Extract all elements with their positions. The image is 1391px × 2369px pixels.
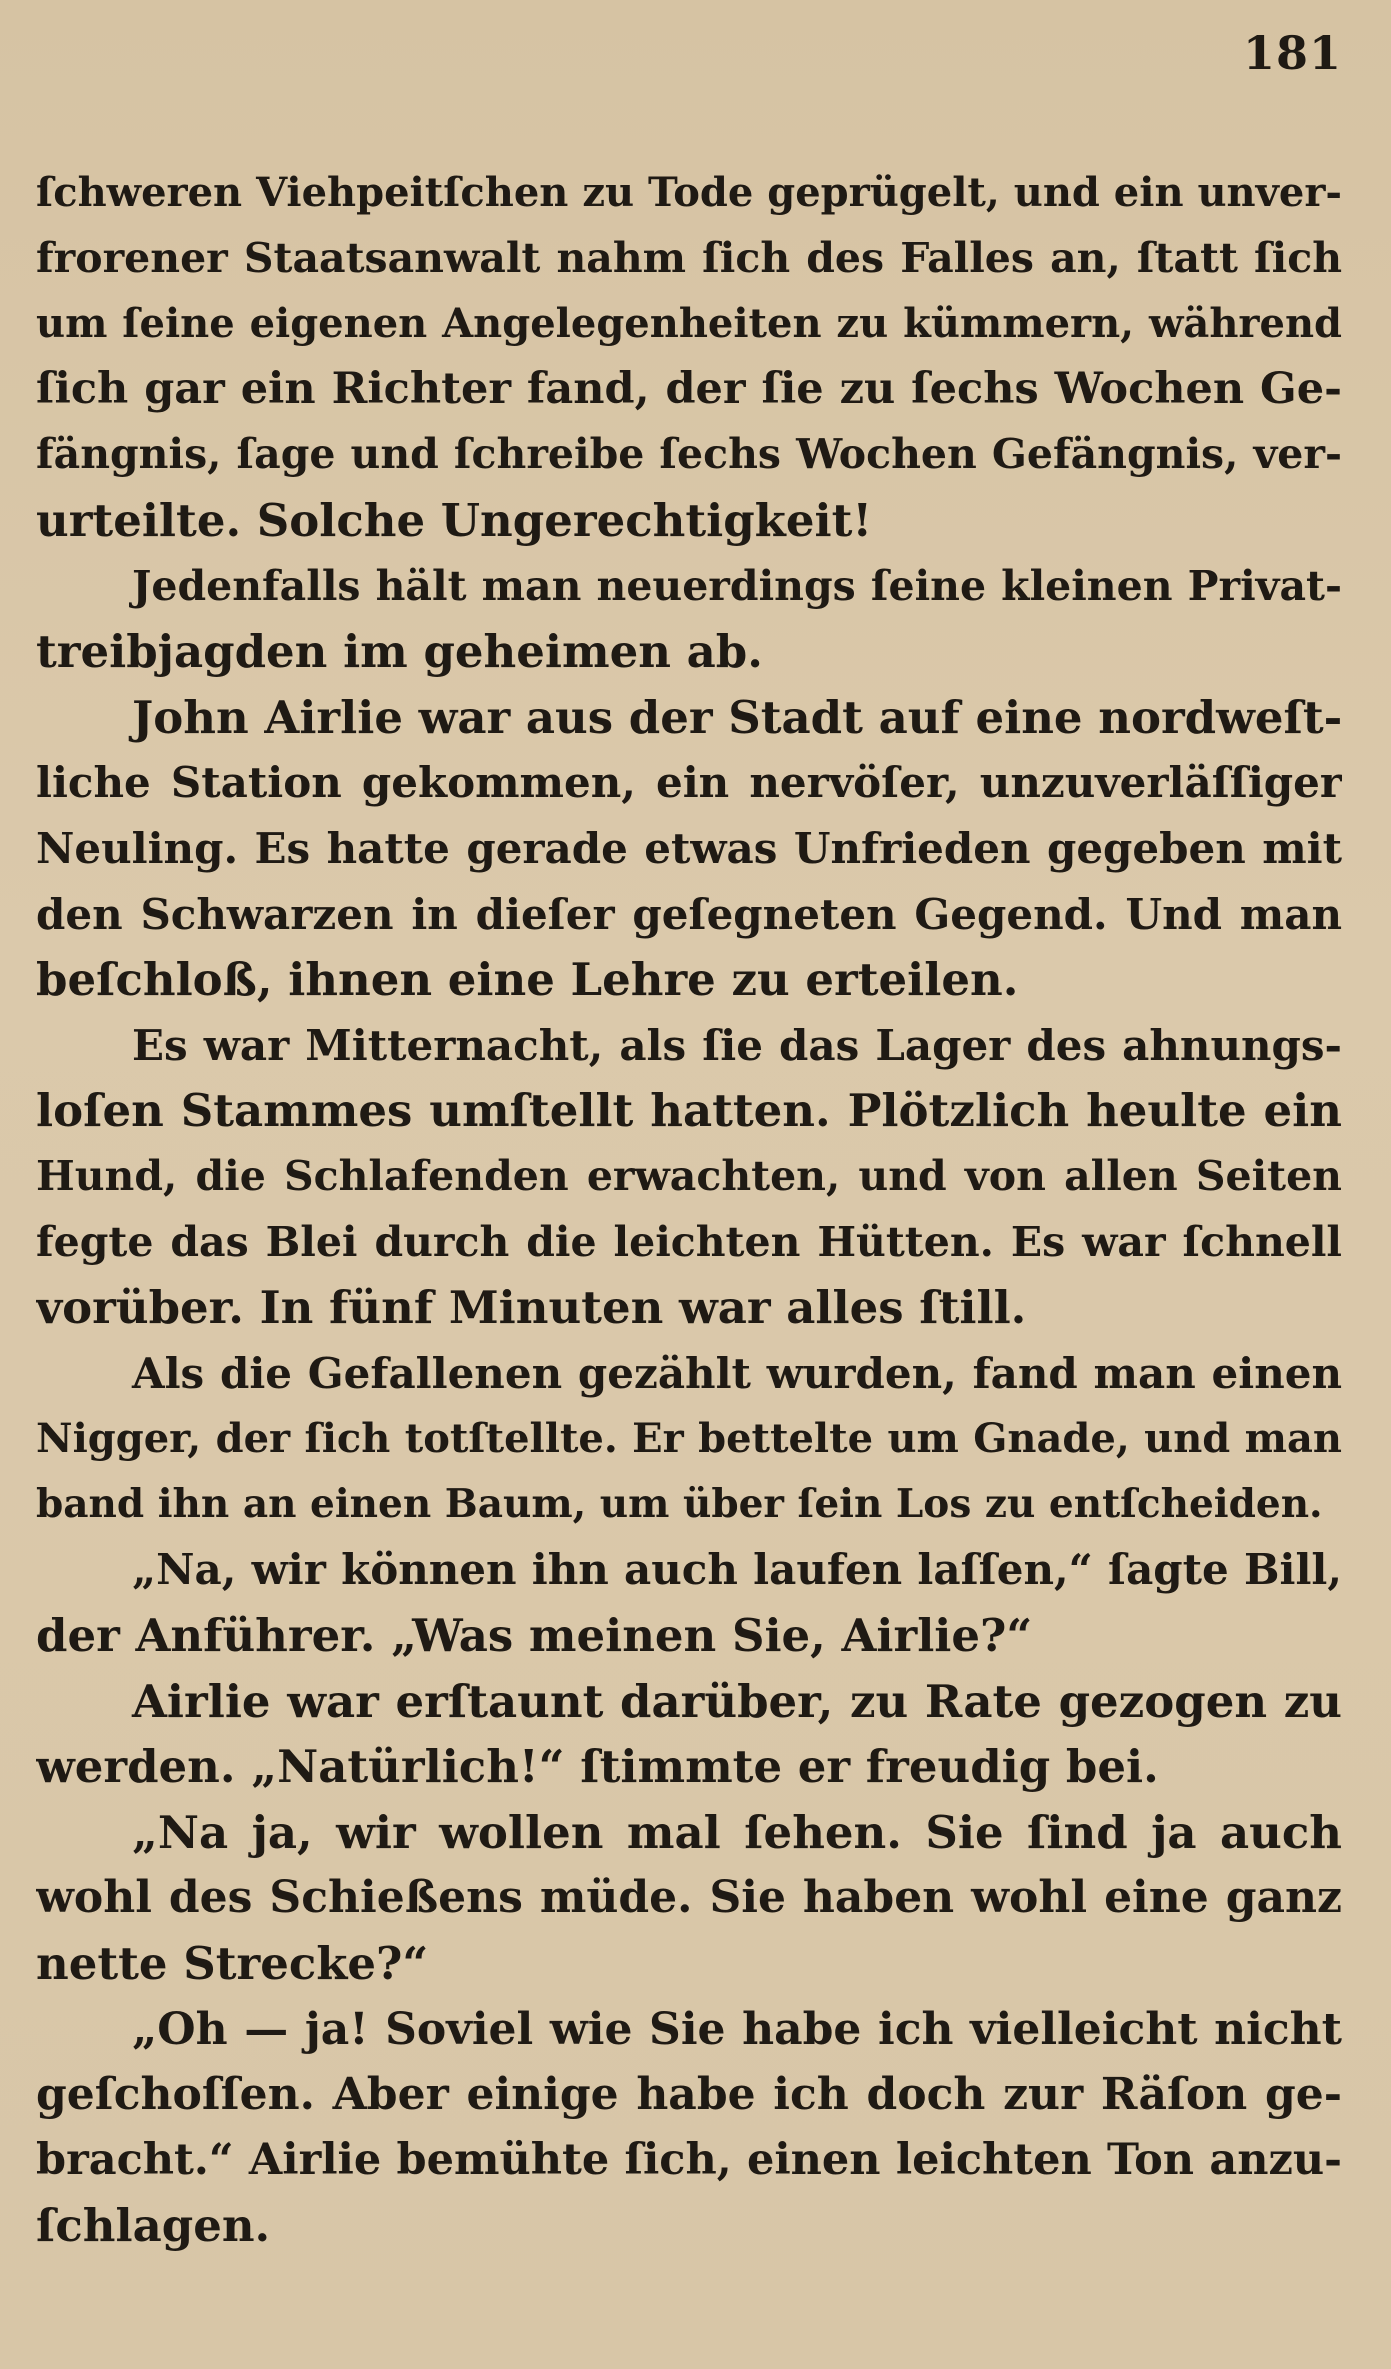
text-line: Neuling. Es hatte gerade etwas Unfrieden gegeben mit [36,823,1342,873]
text-line: ſchlagen. [36,2199,271,2253]
text-line: liche Station gekommen, ein nervöſer, unzuverläſſiger [36,758,1342,808]
text-line: treibjagden im geheimen ab. [36,625,763,679]
text-line: band ihn an einen Baum, um über ſein Los zu entſcheiden. [36,1480,1323,1527]
text-line: nette Strecke?“ [36,1937,429,1991]
text-line: bracht.“ Airlie bemühte ſich, einen leichten Ton anzu- [36,2134,1342,2185]
text-line: um ſeine eigenen Angelegenheiten zu kümmern, während [36,300,1342,348]
text-line: urteilte. Solche Ungerechtigkeit! [36,493,873,547]
text-line: fegte das Blei durch die leichten Hütten. Es war ſchnell [36,1217,1342,1266]
text-line: wohl des Schießens müde. Sie haben wohl eine ganz [36,1872,1342,1924]
text-line: der Anführer. „Was meinen Sie, Airlie?“ [36,1609,1033,1663]
text-line: loſen Stammes umſtellt hatten. Plötzlich heulte ein [36,1084,1342,1138]
text-line: Es war Mitternacht, als ſie das Lager des ahnungs- [132,1020,1342,1070]
text-line: ſich gar ein Richter fand, der ſie zu ſechs Wochen Ge- [36,363,1342,414]
text-line: beſchloß, ihnen eine Lehre zu erteilen. [36,953,1019,1007]
text-line: Jedenfalls hält man neuerdings ſeine kleinen Privat- [132,561,1342,610]
text-line: den Schwarzen in dieſer geſegneten Gegend. Und man [36,889,1342,939]
text-line: ſchweren Viehpeitſchen zu Tode geprügelt, und ein unver- [36,169,1342,216]
text-line: frorener Staatsanwalt nahm ſich des Falles an, ſtatt ſich [36,233,1342,282]
text-line: geſchoſſen. Aber einige habe ich doch zur Räſon ge- [36,2069,1342,2121]
book-page [36,0,1342,2369]
text-line: „Na ja, wir wollen mal ſehen. Sie ſind ja auch [132,1805,1342,1859]
text-line: Airlie war erſtaunt darüber, zu Rate gezogen zu [132,1674,1342,1728]
text-line: Als die Gefallenen gezählt wurden, fand man einen [132,1348,1342,1398]
text-line: Nigger, der ſich totſtellte. Er bettelte um Gnade, und man [36,1415,1342,1463]
text-line: John Airlie war aus der Stadt auf eine nordweſt- [132,690,1342,744]
text-line: vorüber. In fünf Minuten war alles ſtill. [36,1281,1027,1335]
text-line: werden. „Natürlich!“ ſtimmte er freudig bei. [36,1740,1159,1794]
body-text [36,160,1342,2259]
text-line: fängnis, ſage und ſchreibe ſechs Wochen Gefängnis, ver- [36,430,1342,479]
text-line: Hund, die Schlafenden erwachten, und von allen Seiten [36,1151,1342,1200]
text-line: „Oh — ja! Soviel wie Sie habe ich vielleicht nicht [132,2003,1342,2055]
text-line: „Na, wir können ihn auch laufen laſſen,“ ſagte Bill, [132,1545,1342,1595]
page-number: 181 [1242,26,1342,80]
